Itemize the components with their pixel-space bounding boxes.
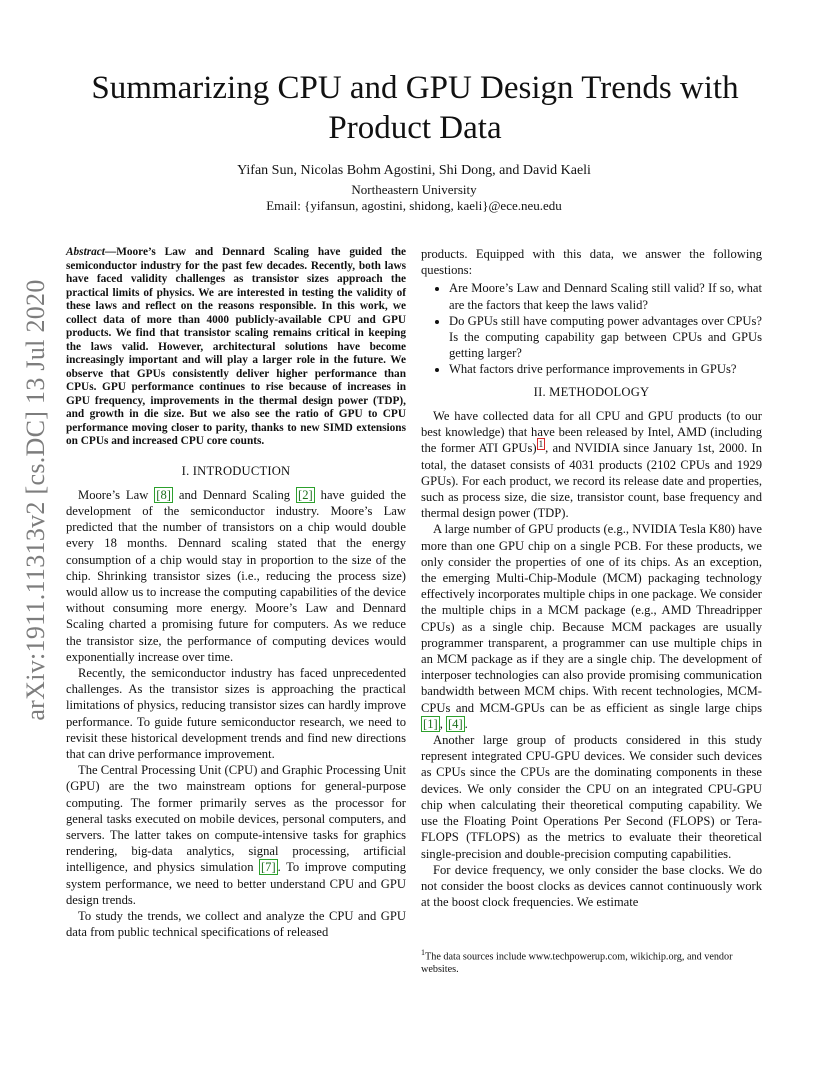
abstract-text: —Moore’s Law and Dennard Scaling have guided the semiconductor industry for the past few decades. Recently, both laws have faced validity challenges as transistor sizes approach the practical limits of physics. We are interested in testing the validity of these laws and reflect on the reasons responsible. In this work, we collect data of more than 4000 publicly-available CPU and GPU products. We find that transistor scaling remains critical in keeping the laws valid. However, architectural solutions have become increasingly important and will play a larger role in the future. We observe that GPUs consistently deliver higher performance than CPUs. GPU performance continues to rise because of increases in GPU frequency, improvements in the thermal design power (TDP), and growth in die size. But we also see the ratio of GPU to CPU performance moving closer to parity, thanks to new SIMD extensions on CPUs and increased CPU core counts. xyxy=(66,246,406,447)
method-paragraph-4: For device frequency, we only consider the base clocks. We do not consider the boost clocks as devices cannot continuously work at the boost clock frequencies. We estimate xyxy=(421,862,762,910)
intro-paragraph-3: The Central Processing Unit (CPU) and Graphic Processing Unit (GPU) are the two mainstream options for general-purpose computing. The former primarily serves as the processor for general tasks executed on mobile devices, personal computers, and servers. The latter takes on compute-intensive tasks for graphics rendering, big-data analytics, signal processing, artificial intelligence, and physics simulation [7] . To improve computing system performance, we need to better understand CPU and GPU design trends. xyxy=(66,763,406,907)
footnote xyxy=(421,946,762,976)
author-list: Yifan Sun, Nicolas Bohm Agostini, Shi Dong, and David Kaeli xyxy=(237,163,591,178)
method-paragraph-3: Another large group of products considered in this study represent integrated CPU-GPU devices. We consider such devices as CPUs since the CPUs are the dominating components in these devices. We only consider the CPU on an integrated CPU-GPU chip when calculating their theoretical computing capability. We use the Floating Point Operations Per Second (FLOPS) or Tera-FLOPS (TFLOPS) as the metrics to evaluate their theoretical single-precision and double-precision computing capabilities. xyxy=(421,733,762,861)
arxiv-identifier-text: arXiv:1911.11313v2 [cs.DC] 13 Jul 2020 xyxy=(21,279,50,721)
intro-paragraph-4: To study the trends, we collect and analyze the CPU and GPU data from public technical specifications of released xyxy=(66,908,406,940)
abstract-label: Abstract xyxy=(66,246,105,258)
section-heading-introduction: I. INTRODUCTION xyxy=(181,463,291,478)
method-paragraph-1: We have collected data for all CPU and GPU products (to our best knowledge) that have been released by Intel, AMD (including the former ATI GPUs) $^1$ , and NVIDIA since January 1st, 2000. In total, the dataset consists of 4031 products (2102 CPUs and 1929 GPUs). For each product, we record its release date and properties, such as process size, die size, transistor count, base frequency and thermal design power (TDP). xyxy=(421,408,762,521)
paper-title: Summarizing CPU and GPU Design Trends with Product Data xyxy=(91,70,739,146)
footnote-link[interactable]: 1 xyxy=(538,439,544,450)
research-questions-list xyxy=(421,280,762,377)
author-email: Email: {yifansun, agostini, shidong, kaeli}@ece.neu.edu xyxy=(266,198,562,213)
footnote-text: The data sources include www.techpowerup.com, wikichip.org, and vendor websites. xyxy=(421,951,733,976)
citation-link[interactable]: [4] xyxy=(447,716,463,731)
list-item: • Do GPUs still have computing power advantages over CPUs? Is the computing capability gap between CPUs and GPUs getting larger? xyxy=(449,313,762,362)
list-item: • Are Moore’s Law and Dennard Scaling still valid? If so, what are the factors that keep the laws valid? xyxy=(449,280,762,312)
arxiv-identifier xyxy=(0,0,72,1072)
method-paragraph-2: A large number of GPU products (e.g., NVIDIA Tesla K80) have more than one GPU chip on a single PCB. For these products, we only consider the properties of one of its chips. As an exception, the emerging Multi-Chip-Module (MCM) packaging technology effectively incorporates multiple chips in one package. We consider the multiple chips in a MCM package (e.g., AMD Threadripper CPUs) as a single chip. Because MCM packages are usually programmer transparent, a programmer can use multiple chips in an MCM package as if they are a single chip. The development of interposer technologies can also provide promising communication bandwidth between MCM chips. With recent technologies, MCM-CPUs and MCM-GPUs can be as efficient as single large chips [1] , [4] . xyxy=(421,522,762,731)
left-column xyxy=(66,246,406,940)
citation-link[interactable]: [1] xyxy=(423,716,438,731)
citation-link[interactable]: [8] xyxy=(156,487,171,502)
citation-link[interactable]: [2] xyxy=(298,487,313,502)
right-column xyxy=(421,246,762,910)
affiliation: Northeastern University xyxy=(351,182,477,197)
intro-paragraph-continued: products. Equipped with this data, we answer the following questions: xyxy=(421,247,762,278)
section-heading-methodology: II. METHODOLOGY xyxy=(533,384,650,399)
list-item: • What factors drive performance improvements in GPUs? xyxy=(449,361,762,377)
intro-paragraph-1: Moore’s Law [8] and Dennard Scaling [2] have guided the development of the semiconductor industry. Moore’s Law predicted that the number of transistors on a chip would double every 18 months. Dennard scaling stated that the energy consumption of a chip would stay in proportion to the size of the chip. Shrinking transistor sizes (i.e., reducing the process size) would allow us to increase the computing capabilities of the device without consuming more energy. Moore’s Law and Dennard Scaling charted a promising future for computers. As we reduce the transistor size, the performance of computing devices would exponentially increase over time. xyxy=(66,487,406,664)
citation-link[interactable]: [7] xyxy=(260,860,276,875)
footnote-mark: 1 xyxy=(421,948,425,957)
abstract xyxy=(66,246,406,449)
intro-paragraph-2: Recently, the semiconductor industry has faced unprecedented challenges. As the transistor sizes is approaching the practical limitations of physics, reducing transistor sizes can hardly improve performance. To guide future semiconductor research, we need to revisit these historical development trends and find new directions that can drive performance improvement. xyxy=(66,665,406,761)
